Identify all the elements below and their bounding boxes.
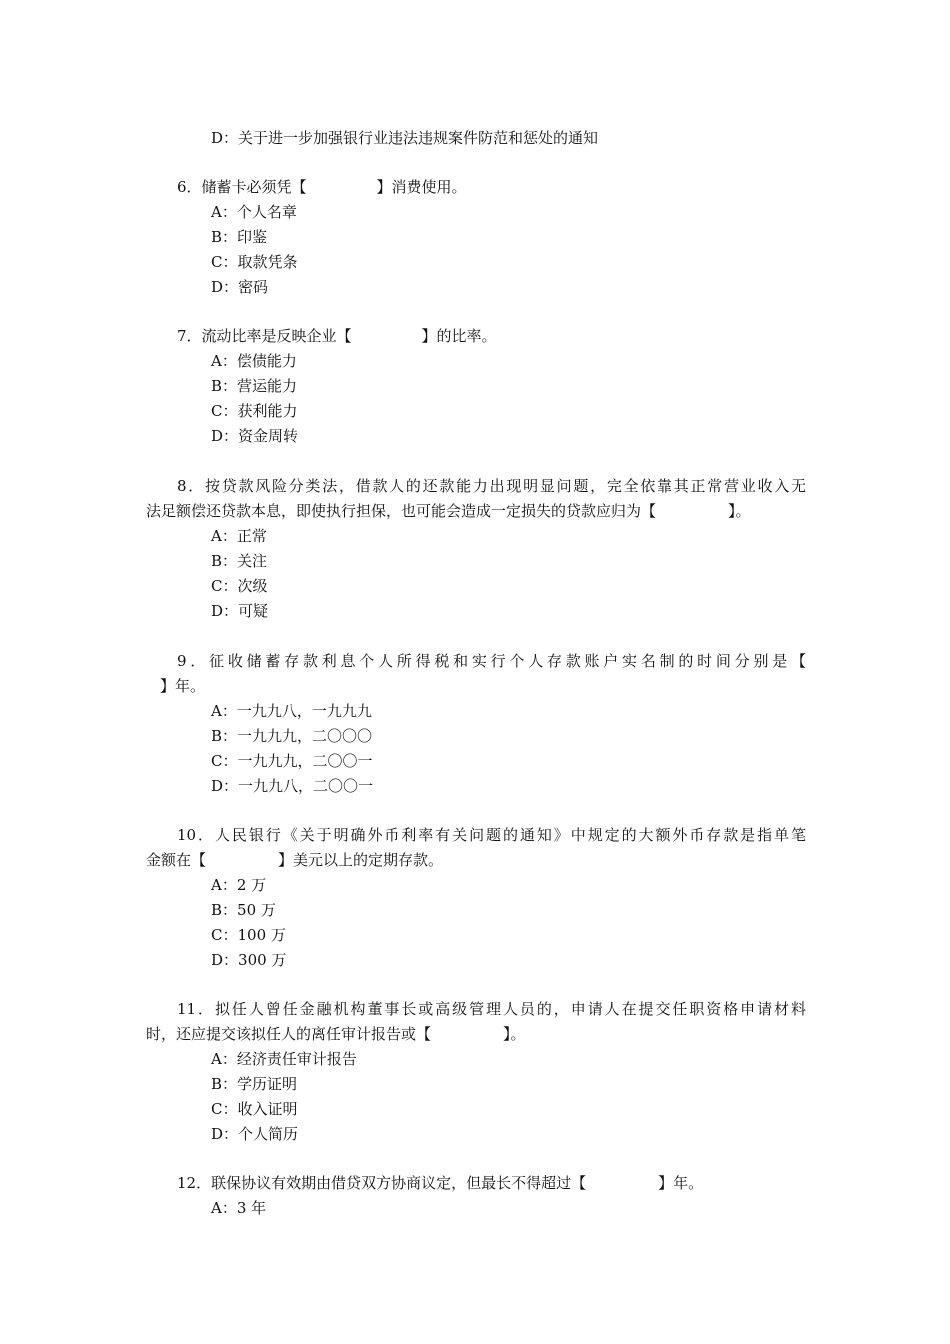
question-11-stem: 11．拟任人曾任金融机构董事长或高级管理人员的，申请人在提交任职资格申请材料 xyxy=(177,1000,806,1018)
question-8-stem-line2 xyxy=(146,501,751,521)
question-7-text-after: 】的比率。 xyxy=(421,327,497,345)
question-7-option-b: B：营运能力 xyxy=(211,377,298,395)
question-8-stem: 8．按贷款风险分类法，借款人的还款能力出现明显问题，完全依靠其正常营业收入无 xyxy=(177,477,806,495)
question-11-text-after: 】。 xyxy=(503,1025,526,1043)
question-12-stem xyxy=(177,1173,703,1193)
question-6-option-b: B：印鉴 xyxy=(211,228,268,246)
question-10-stem-line2 xyxy=(146,850,443,870)
question-11-option-d: D：个人简历 xyxy=(211,1125,299,1143)
question-7-text: 7．流动比率是反映企业【 xyxy=(177,327,352,345)
question-11-option-b: B：学历证明 xyxy=(211,1075,298,1093)
question-10-stem: 10．人民银行《关于明确外币利率有关问题的通知》中规定的大额外币存款是指单笔 xyxy=(177,826,806,844)
question-8-text-after: 】。 xyxy=(728,502,751,520)
question-11-option-a: A：经济责任审计报告 xyxy=(211,1050,357,1068)
question-11-text-line2: 时，还应提交该拟任人的离任审计报告或【 xyxy=(146,1025,432,1043)
question-9-stem: 9．征收储蓄存款利息个人所得税和实行个人存款账户实名制的时间分别是【 xyxy=(177,652,806,670)
question-6-option-a: A：个人名章 xyxy=(211,203,297,221)
question-10-text-line2: 金额在【 xyxy=(146,851,207,869)
question-7-option-c: C：获利能力 xyxy=(211,402,298,420)
question-6-option-d: D：密码 xyxy=(211,278,269,296)
question-9-option-d: D：一九九八，二〇〇一 xyxy=(211,777,374,795)
question-9-stem-line2: 】年。 xyxy=(160,677,206,695)
question-12-text-after: 】年。 xyxy=(658,1174,704,1192)
question-8-option-b: B：关注 xyxy=(211,552,268,570)
question-9-option-c: C：一九九九，二〇〇一 xyxy=(211,752,373,770)
question-10-option-b: B：50 万 xyxy=(211,901,276,919)
question-8-text-line2: 法足额偿还贷款本息，即使执行担保，也可能会造成一定损失的贷款应归为【 xyxy=(146,502,657,520)
question-9-option-b: B：一九九九，二〇〇〇 xyxy=(211,727,373,745)
question-8-option-c: C：次级 xyxy=(211,577,268,595)
question-6-stem xyxy=(177,177,467,197)
question-7-option-d: D：资金周转 xyxy=(211,427,299,445)
question-12-option-a: A：3 年 xyxy=(211,1199,267,1217)
question-8-option-d: D：可疑 xyxy=(211,602,269,620)
option-d-prev: D：关于进一步加强银行业违法违规案件防范和惩处的通知 xyxy=(211,129,599,147)
question-6-option-c: C：取款凭条 xyxy=(211,253,298,271)
question-10-option-d: D：300 万 xyxy=(211,951,287,969)
question-8-option-a: A：正常 xyxy=(211,527,267,545)
question-11-option-c: C：收入证明 xyxy=(211,1100,298,1118)
question-10-text-after: 】美元以上的定期存款。 xyxy=(278,851,444,869)
question-12-text: 12．联保协议有效期由借贷双方协商议定，但最长不得超过【 xyxy=(177,1174,587,1192)
question-9-option-a: A：一九九八，一九九九 xyxy=(211,702,372,720)
question-7-option-a: A：偿债能力 xyxy=(211,352,297,370)
question-7-stem xyxy=(177,326,497,346)
question-11-stem-line2 xyxy=(146,1024,526,1044)
question-6-text: 6．储蓄卡必须凭【 xyxy=(177,178,307,196)
question-6-text-after: 】消费使用。 xyxy=(376,178,467,196)
question-10-option-c: C：100 万 xyxy=(211,926,286,944)
question-10-option-a: A：2 万 xyxy=(211,876,267,894)
